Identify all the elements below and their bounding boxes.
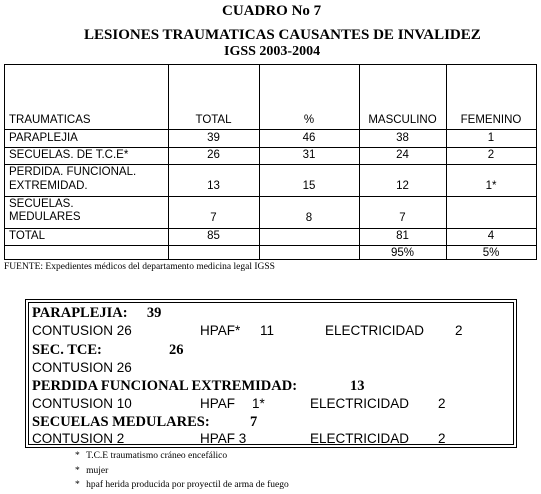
cell-masculino: 24: [396, 149, 409, 161]
table-number: CUADRO No 7: [222, 3, 322, 19]
column-header: TOTAL: [195, 114, 232, 126]
contusion-count: CONTUSION 2: [32, 431, 125, 446]
electricidad-count: 2: [438, 431, 446, 446]
summary-perdida: [32, 378, 365, 395]
summary-value: 26: [169, 342, 184, 358]
row-label: EXTREMIDAD.: [9, 180, 88, 192]
electricidad-count: 2: [455, 323, 463, 338]
summary-medulares: [32, 414, 258, 431]
summary-label: SEC. TCE:: [32, 342, 102, 358]
row-label: PARAPLEJIA: [9, 132, 78, 144]
hpaf-count: 11: [260, 323, 275, 338]
row-label: SECUELAS.: [9, 198, 74, 210]
summary-medulares-detail: [32, 431, 446, 446]
summary-sec-tce-detail: [32, 360, 132, 375]
hpaf-count: HPAF 3: [200, 431, 247, 446]
cell-total: 39: [207, 132, 220, 144]
row-label: SECUELAS. DE T.C.E*: [9, 149, 129, 161]
column-header: %: [303, 114, 315, 126]
cell-masculino: 38: [396, 132, 409, 144]
contusion-count: CONTUSION 26: [32, 360, 132, 375]
period-label: IGSS 2003-2004: [224, 44, 321, 59]
summary-value: 39: [146, 305, 162, 321]
row-label: TOTAL: [9, 230, 45, 242]
summary-label: PERDIDA FUNCIONAL EXTREMIDAD:: [32, 378, 298, 394]
hpaf-count: 1*: [252, 396, 265, 411]
footnote-marker: *: [75, 466, 80, 476]
row-label: MEDULARES: [9, 211, 81, 223]
cell-masculino: 95%: [390, 247, 415, 259]
cell-percent: 31: [302, 149, 316, 161]
electricidad-count: 2: [438, 396, 446, 411]
column-header: FEMENINO: [460, 114, 522, 126]
page-title: LESIONES TRAUMATICAS CAUSANTES DE INVALIDEZ: [84, 27, 481, 43]
hpaf-label: HPAF: [200, 396, 236, 411]
footnote: [75, 466, 108, 476]
cell-percent: 15: [302, 180, 316, 192]
contusion-count: CONTUSION 26: [32, 323, 132, 338]
summary-label: SECUELAS MEDULARES:: [32, 414, 210, 430]
summary-perdida-detail: [32, 396, 446, 411]
electricidad-label: ELECTRICIDAD: [310, 431, 410, 446]
footnote-text: hpaf herida producida por proyectil de arma de fuego: [86, 480, 289, 490]
data-table: [4, 64, 537, 260]
cell-percent: 46: [302, 132, 316, 144]
contusion-count: CONTUSION 10: [32, 396, 132, 411]
summary-value: 7: [250, 414, 258, 430]
cell-femenino: 1: [487, 132, 495, 144]
summary-paraplejia-detail: [32, 323, 463, 338]
footnote-marker: *: [75, 451, 80, 461]
cell-total: 7: [210, 212, 217, 224]
electricidad-label: ELECTRICIDAD: [310, 396, 410, 411]
electricidad-label: ELECTRICIDAD: [325, 323, 425, 338]
cell-masculino: 81: [396, 230, 409, 242]
summary-box: [25, 299, 517, 448]
cell-total: 13: [207, 180, 220, 192]
footnote-marker: *: [75, 480, 80, 490]
footnote-text: mujer: [86, 466, 109, 476]
cell-femenino: 4: [487, 230, 495, 242]
cell-masculino: 12: [396, 180, 409, 192]
cell-femenino: 1*: [485, 180, 497, 192]
summary-sec-tce: [32, 342, 184, 359]
cell-percent: 8: [305, 212, 313, 224]
cell-femenino: 5%: [482, 247, 500, 259]
column-header: MASCULINO: [368, 114, 437, 126]
footnote-text: T.C.E traumatismo cráneo encefálico: [86, 451, 228, 461]
hpaf-label: HPAF*: [200, 323, 241, 338]
cell-total: 85: [207, 230, 220, 242]
source-note: FUENTE: Expedientes médicos del departamento medicina legal IGSS: [4, 262, 275, 272]
footnote: [75, 480, 289, 490]
cell-femenino: 2: [487, 149, 495, 161]
cell-masculino: 7: [399, 212, 406, 224]
summary-paraplejia: [32, 305, 161, 322]
row-label: PERDIDA. FUNCIONAL.: [9, 166, 137, 178]
cell-total: 26: [207, 149, 220, 161]
footnote: [75, 451, 227, 461]
summary-value: 13: [350, 378, 365, 394]
column-header: TRAUMATICAS: [9, 114, 91, 126]
summary-label: PARAPLEJIA:: [32, 305, 128, 321]
